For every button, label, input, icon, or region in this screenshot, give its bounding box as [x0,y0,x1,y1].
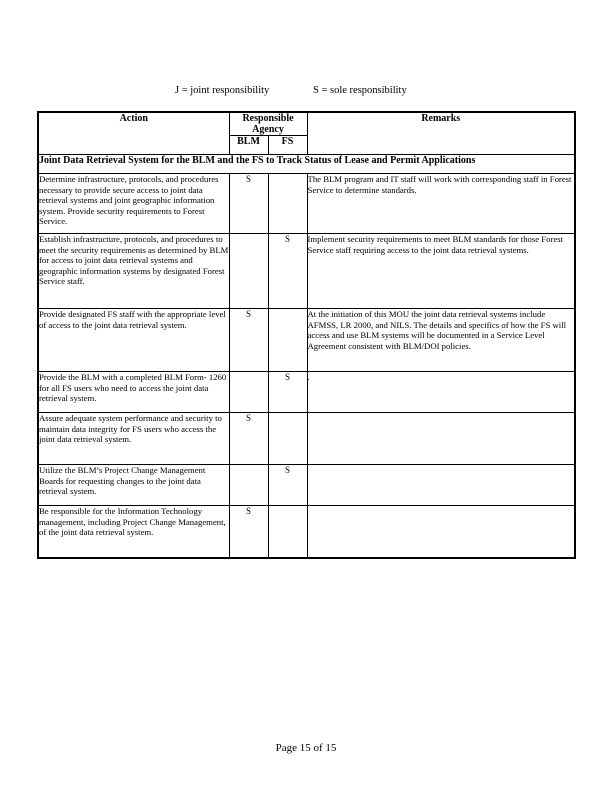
fs-cell: S [268,372,307,413]
table-row [38,465,575,506]
action-cell: Assure adequate system performance and security to maintain data integrity for FS users who access the joint data retrieval system. [38,413,229,465]
header-responsible-agency: Responsible Agency [229,112,307,136]
blm-cell [229,465,268,506]
blm-cell [229,372,268,413]
action-cell: Determine infrastructure, protocols, and procedures necessary to provide secure access to joint data retrieval systems and joint geographic information system. Provide security requirements to Forest Service. [38,174,229,234]
action-cell: Be responsible for the Information Technology management, including Project Change Management, of the joint data retrieval system. [38,506,229,558]
action-cell: Provide the BLM with a completed BLM Form- 1260 for all FS users who need to access the joint data retrieval system. [38,372,229,413]
header-fs: FS [268,136,307,155]
fs-cell [268,174,307,234]
blm-cell: S [229,413,268,465]
legend-joint: J = joint responsibility [175,85,270,96]
header-remarks: Remarks [307,112,575,155]
table-row [38,506,575,558]
legend-sole: S = sole responsibility [313,85,407,96]
remarks-cell [307,413,575,465]
table-row [38,372,575,413]
remarks-cell: At the initiation of this MOU the joint data retrieval systems include AFMSS, LR 2000, and NILS. The details and specifics of how the FS will access and use BLM systems will be documented in a Service Level Agreement consistent with BLM/DOI policies. [307,309,575,372]
fs-cell: S [268,465,307,506]
section-title: Joint Data Retrieval System for the BLM and the FS to Track Status of Lease and Permit Applications [38,155,575,174]
table-row [38,174,575,234]
fs-cell: S [268,234,307,309]
responsibility-table [37,111,576,559]
remarks-cell: The BLM program and IT staff will work with corresponding staff in Forest Service to determine standards. [307,174,575,234]
action-cell: Provide designated FS staff with the appropriate level of access to the joint data retrieval system. [38,309,229,372]
fs-cell [268,413,307,465]
blm-cell [229,234,268,309]
blm-cell: S [229,506,268,558]
table-row [38,234,575,309]
fs-cell [268,309,307,372]
action-cell: Establish infrastructure, protocols, and procedures to meet the security requirements as determined by BLM for access to joint data retrieval systems and geographic information systems by designated Forest Service staff. [38,234,229,309]
fs-cell [268,506,307,558]
action-cell: Utilize the BLM’s Project Change Management Boards for requesting changes to the joint data retrieval system. [38,465,229,506]
blm-cell: S [229,174,268,234]
header-action: Action [38,112,229,155]
remarks-cell [307,465,575,506]
header-blm: BLM [229,136,268,155]
remarks-cell: . [307,372,575,413]
blm-cell: S [229,309,268,372]
page-number: Page 15 of 15 [275,742,337,754]
remarks-cell [307,506,575,558]
table-row [38,309,575,372]
remarks-cell: Implement security requirements to meet BLM standards for those Forest Service staff requiring access to the joint data retrieval systems. [307,234,575,309]
table-row [38,413,575,465]
